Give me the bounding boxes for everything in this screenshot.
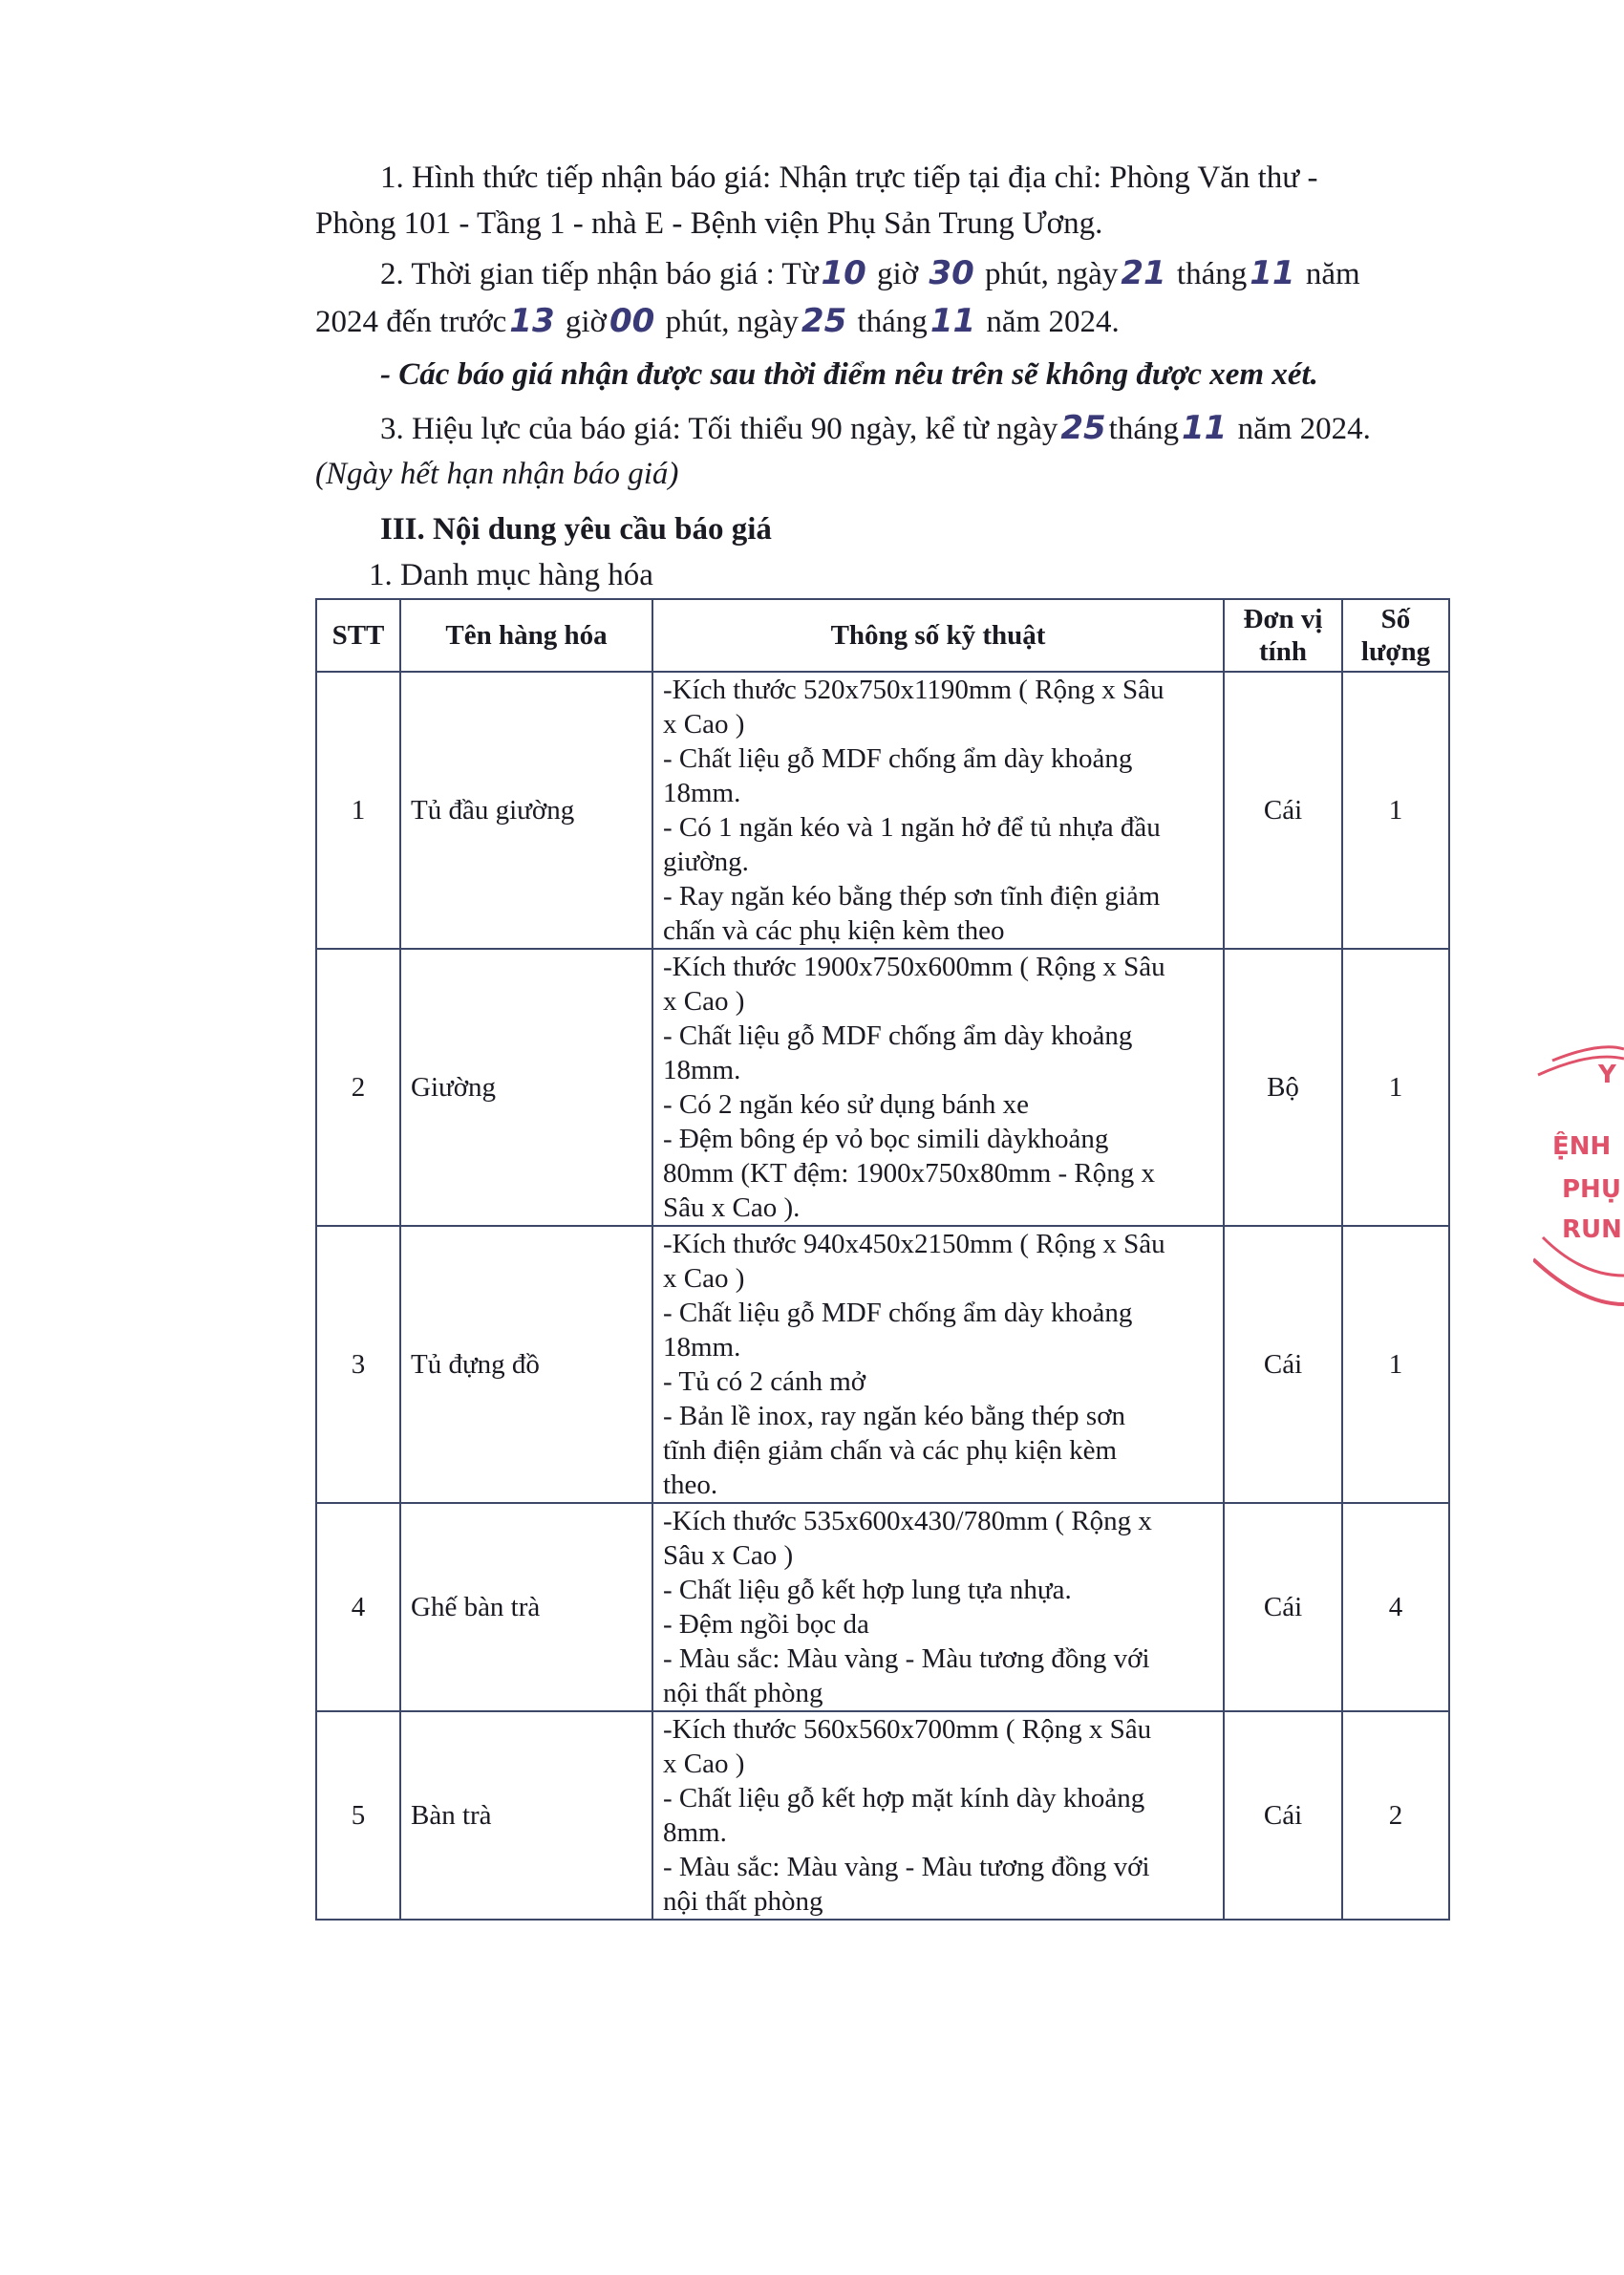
spec-line: Sâu x Cao ): [663, 1540, 794, 1571]
cell-qty: 1: [1342, 672, 1449, 949]
header-spec: Thông số kỹ thuật: [652, 599, 1224, 672]
cell-name: Ghế bàn trà: [400, 1503, 652, 1711]
handwritten-minute-2: 00: [609, 302, 655, 340]
handwritten-day-3: 25: [1060, 409, 1106, 447]
spec-line: giường.: [663, 847, 749, 877]
handwritten-month-2: 11: [930, 302, 976, 340]
spec-line: -Kích thước 535x600x430/780mm ( Rộng x: [663, 1506, 1152, 1536]
cell-unit: Cái: [1224, 1226, 1342, 1503]
spec-line: - Đệm bông ép vỏ bọc simili dàykhoảng: [663, 1124, 1109, 1154]
spec-line: x Cao ): [663, 709, 745, 740]
cell-spec: [652, 672, 1224, 949]
spec-line: x Cao ): [663, 1749, 745, 1779]
spec-line: 80mm (KT đệm: 1900x750x80mm - Rộng x: [663, 1158, 1156, 1189]
paragraph-1-line-2: Phòng 101 - Tầng 1 - nhà E - Bệnh viện Phụ Sản Trung Ương.: [315, 206, 1103, 241]
section-title: III. Nội dung yêu cầu báo giá: [380, 512, 772, 547]
cell-unit: Cái: [1224, 1711, 1342, 1920]
spec-line: -Kích thước 940x450x2150mm ( Rộng x Sâu: [663, 1229, 1165, 1259]
p2-text-h: phút, ngày: [665, 305, 799, 339]
paragraph-2-line-1: [380, 250, 1360, 297]
cell-name: Giường: [400, 949, 652, 1226]
spec-line: tĩnh điện giảm chấn và các phụ kiện kèm: [663, 1435, 1118, 1466]
spec-line: 8mm.: [663, 1817, 727, 1848]
table-row: [316, 672, 1449, 949]
cell-spec: [652, 949, 1224, 1226]
list-title: 1. Danh mục hàng hóa: [369, 558, 653, 592]
p2-text-e: năm: [1305, 257, 1360, 291]
paragraph-1-line-1: 1. Hình thức tiếp nhận báo giá: Nhận trực tiếp tại địa chỉ: Phòng Văn thư -: [380, 161, 1318, 195]
header-unit-line-1: Đơn vị: [1243, 604, 1323, 634]
p3-text-c: năm 2024.: [1237, 412, 1371, 446]
p3-text-b: tháng: [1108, 412, 1179, 446]
p2-text-i: tháng: [857, 305, 928, 339]
seal-text-4: RUN: [1562, 1215, 1622, 1244]
header-unit-line-2: tính: [1259, 636, 1307, 667]
header-unit: [1224, 599, 1342, 672]
cell-qty: 1: [1342, 949, 1449, 1226]
spec-line: - Tủ có 2 cánh mở: [663, 1366, 866, 1397]
cell-stt: 4: [316, 1503, 400, 1711]
spec-line: - Màu sắc: Màu vàng - Màu tương đồng với: [663, 1643, 1150, 1674]
cell-spec: [652, 1711, 1224, 1920]
spec-line: - Chất liệu gỗ kết hợp lung tựa nhựa.: [663, 1575, 1072, 1605]
p2-text-a: 2. Thời gian tiếp nhận báo giá : Từ: [380, 257, 819, 291]
p2-text-f: 2024 đến trước: [315, 305, 507, 339]
p2-text-c: phút, ngày: [985, 257, 1119, 291]
header-qty: [1342, 599, 1449, 672]
goods-table: [315, 598, 1450, 1921]
seal-text-3: PHỤ: [1562, 1175, 1621, 1204]
handwritten-month-3: 11: [1182, 409, 1228, 447]
cell-unit: Cái: [1224, 1503, 1342, 1711]
spec-line: 18mm.: [663, 778, 741, 808]
handwritten-day-2: 25: [801, 302, 847, 340]
cell-qty: 4: [1342, 1503, 1449, 1711]
table-row: [316, 1503, 1449, 1711]
header-qty-line-2: lượng: [1360, 636, 1431, 667]
spec-line: -Kích thước 1900x750x600mm ( Rộng x Sâu: [663, 952, 1165, 982]
spec-line: -Kích thước 520x750x1190mm ( Rộng x Sâu: [663, 675, 1165, 705]
official-seal-stamp: [1533, 1041, 1624, 1328]
spec-line: -Kích thước 560x560x700mm ( Rộng x Sâu: [663, 1714, 1152, 1745]
p2-text-j: năm 2024.: [986, 305, 1120, 339]
spec-line: 18mm.: [663, 1332, 741, 1363]
header-qty-line-1: Số: [1380, 604, 1411, 634]
spec-line: - Chất liệu gỗ kết hợp mặt kính dày khoảng: [663, 1783, 1145, 1814]
table-row: [316, 1226, 1449, 1503]
header-name: Tên hàng hóa: [400, 599, 652, 672]
cell-qty: 1: [1342, 1226, 1449, 1503]
spec-line: - Chất liệu gỗ MDF chống ẩm dày khoảng: [663, 1298, 1133, 1328]
cell-unit: Cái: [1224, 672, 1342, 949]
table-header-row: [316, 599, 1449, 672]
spec-line: nội thất phòng: [663, 1886, 823, 1917]
handwritten-minute-1: 30: [929, 254, 974, 292]
spec-line: - Đệm ngồi bọc da: [663, 1609, 869, 1640]
cell-qty: 2: [1342, 1711, 1449, 1920]
spec-line: chấn và các phụ kiện kèm theo: [663, 915, 1005, 946]
table-row: [316, 1711, 1449, 1920]
spec-line: - Có 1 ngăn kéo và 1 ngăn hở để tủ nhựa đầu: [663, 812, 1161, 843]
p2-text-g: giờ: [565, 305, 607, 339]
spec-line: - Có 2 ngăn kéo sử dụng bánh xe: [663, 1089, 1029, 1120]
spec-line: x Cao ): [663, 986, 745, 1017]
seal-text-1: Y: [1598, 1061, 1616, 1089]
handwritten-month-1: 11: [1250, 254, 1295, 292]
handwritten-day-1: 21: [1121, 254, 1166, 292]
deadline-note: - Các báo giá nhận được sau thời điểm nêu trên sẽ không được xem xét.: [380, 357, 1318, 392]
paragraph-2-line-2: [315, 298, 1120, 345]
spec-line: - Chất liệu gỗ MDF chống ẩm dày khoảng: [663, 1020, 1133, 1051]
spec-line: - Màu sắc: Màu vàng - Màu tương đồng với: [663, 1852, 1150, 1882]
p2-text-b: giờ: [877, 257, 919, 291]
cell-unit: Bộ: [1224, 949, 1342, 1226]
spec-line: theo.: [663, 1470, 718, 1500]
spec-line: Sâu x Cao ).: [663, 1192, 801, 1223]
cell-stt: 3: [316, 1226, 400, 1503]
spec-line: x Cao ): [663, 1263, 745, 1294]
cell-stt: 1: [316, 672, 400, 949]
spec-line: 18mm.: [663, 1055, 741, 1085]
paragraph-3-note: (Ngày hết hạn nhận báo giá): [315, 457, 679, 491]
cell-name: Tủ đựng đồ: [400, 1226, 652, 1503]
p2-text-d: tháng: [1176, 257, 1248, 291]
spec-line: - Bản lề inox, ray ngăn kéo bằng thép sơn: [663, 1401, 1126, 1431]
table-row: [316, 949, 1449, 1226]
cell-spec: [652, 1503, 1224, 1711]
cell-stt: 5: [316, 1711, 400, 1920]
header-stt: STT: [316, 599, 400, 672]
cell-name: Tủ đầu giường: [400, 672, 652, 949]
spec-line: - Ray ngăn kéo bằng thép sơn tĩnh điện giảm: [663, 881, 1161, 912]
handwritten-hour-1: 10: [821, 254, 866, 292]
cell-spec: [652, 1226, 1224, 1503]
p3-text-a: 3. Hiệu lực của báo giá: Tối thiểu 90 ngày, kể từ ngày: [380, 412, 1058, 446]
handwritten-hour-2: 13: [509, 302, 555, 340]
paragraph-3-line-1: [380, 405, 1371, 452]
cell-stt: 2: [316, 949, 400, 1226]
spec-line: - Chất liệu gỗ MDF chống ẩm dày khoảng: [663, 743, 1133, 774]
cell-name: Bàn trà: [400, 1711, 652, 1920]
spec-line: nội thất phòng: [663, 1678, 823, 1708]
seal-text-2: ỆNH: [1552, 1132, 1612, 1161]
